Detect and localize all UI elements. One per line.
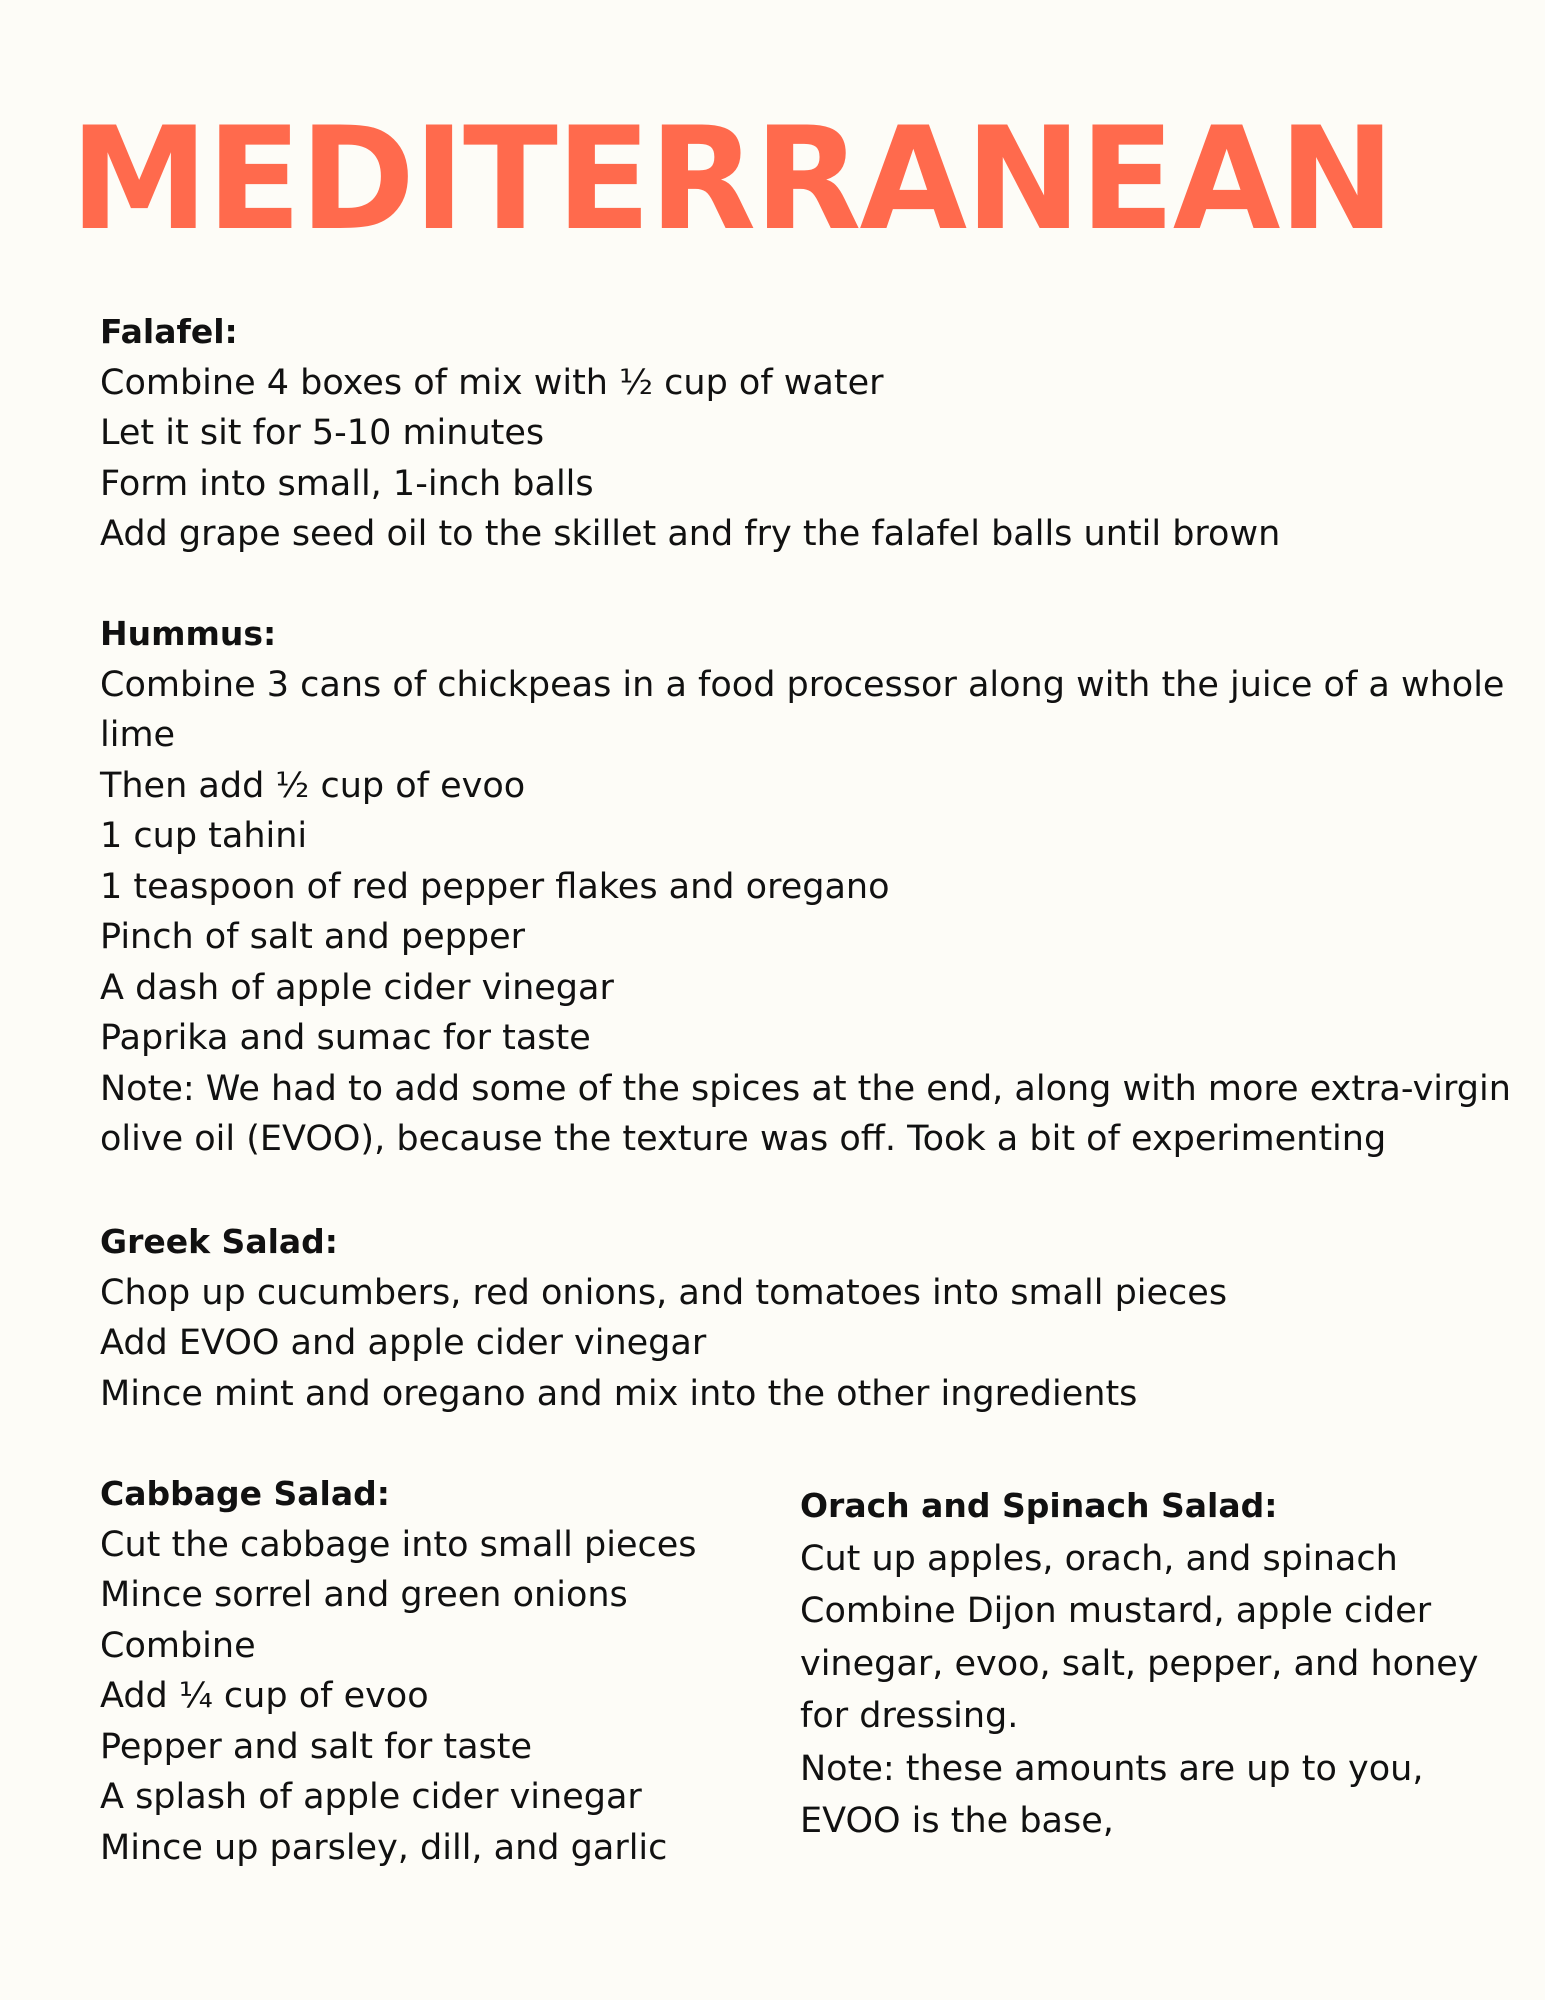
orach-spinach-salad-note: Note: these amounts are up to you, EVOO is the base,	[800, 1748, 1424, 1841]
hummus-heading: Hummus:	[100, 614, 277, 653]
falafel-section	[100, 307, 1500, 560]
cabbage-salad-step: Cut the cabbage into small pieces	[100, 1524, 697, 1565]
orach-spinach-salad-heading: Orach and Spinach Salad:	[800, 1486, 1278, 1525]
hummus-section	[100, 609, 1530, 1165]
page-title: MEDITERRANEAN	[70, 97, 1394, 262]
cabbage-salad-section	[100, 1469, 740, 1873]
hummus-note: Note: We had to add some of the spices at the end, along with more extra-virgin olive oil (EVOO), because the texture was off. Took a bit of experimenting	[100, 1068, 1511, 1159]
greek-salad-section	[100, 1217, 1500, 1419]
hummus-step: 1 cup tahini	[100, 816, 308, 856]
greek-salad-heading: Greek Salad:	[100, 1222, 338, 1261]
hummus-step: Paprika and sumac for taste	[100, 1018, 591, 1058]
hummus-step: Combine 3 cans of chickpeas in a food processor along with the juice of a whole lime	[100, 664, 1505, 755]
hummus-step: Then add ½ cup of evoo	[100, 765, 526, 806]
falafel-step: Combine 4 boxes of mix with ½ cup of water	[100, 362, 884, 403]
hummus-step: Pinch of salt and pepper	[100, 917, 525, 957]
orach-spinach-salad-step: Combine Dijon mustard, apple cider vinegar, evoo, salt, pepper, and honey for dressing.	[800, 1591, 1479, 1736]
greek-salad-step: Chop up cucumbers, red onions, and tomatoes into small pieces	[100, 1272, 1228, 1313]
falafel-step: Let it sit for 5-10 minutes	[100, 413, 545, 453]
cabbage-salad-step: Mince sorrel and green onions	[100, 1575, 628, 1615]
cabbage-salad-step: Add ¼ cup of evoo	[100, 1676, 429, 1716]
cabbage-salad-step: Mince up parsley, dill, and garlic	[100, 1827, 668, 1868]
orach-spinach-salad-section	[800, 1480, 1500, 1848]
falafel-step: Form into small, 1-inch balls	[100, 463, 594, 504]
orach-spinach-salad-step: Cut up apples, orach, and spinach	[800, 1538, 1398, 1579]
cabbage-salad-step: Pepper and salt for taste	[100, 1726, 533, 1767]
falafel-heading: Falafel:	[100, 312, 238, 351]
hummus-step: 1 teaspoon of red pepper flakes and oregano	[100, 866, 890, 907]
falafel-step: Add grape seed oil to the skillet and fry the falafel balls until brown	[100, 514, 1281, 554]
greek-salad-step: Mince mint and oregano and mix into the other ingredients	[100, 1373, 1138, 1414]
cabbage-salad-heading: Cabbage Salad:	[100, 1474, 390, 1513]
greek-salad-step: Add EVOO and apple cider vinegar	[100, 1323, 707, 1363]
cabbage-salad-step: A splash of apple cider vinegar	[100, 1777, 642, 1817]
hummus-step: A dash of apple cider vinegar	[100, 967, 614, 1008]
cabbage-salad-step: Combine	[100, 1625, 256, 1666]
